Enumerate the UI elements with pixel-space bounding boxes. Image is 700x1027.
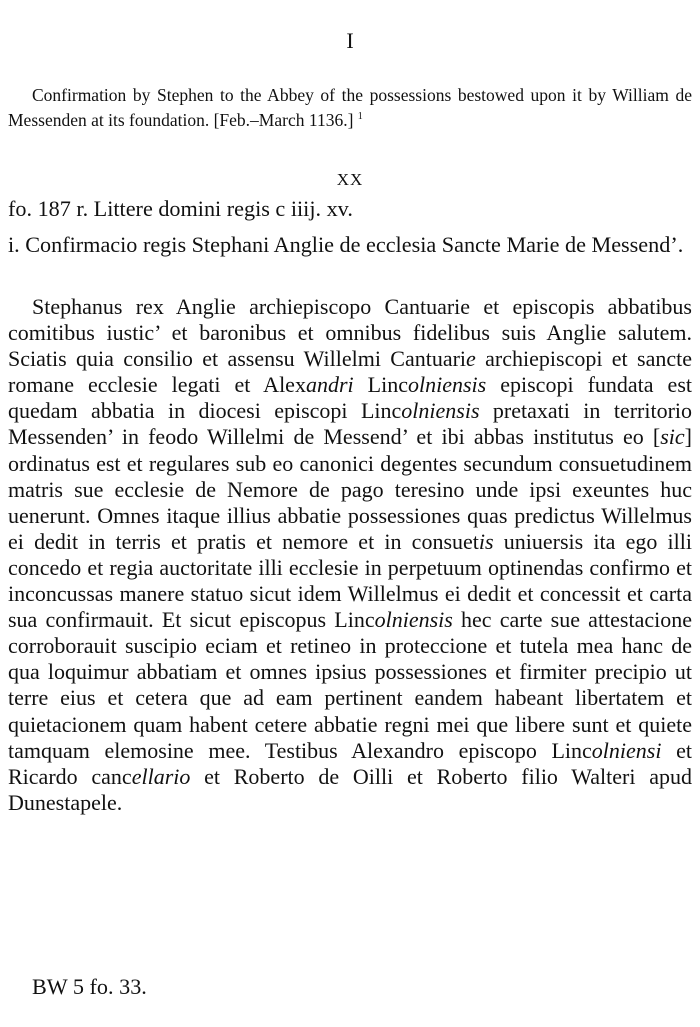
footnote-marker: 1 — [357, 111, 363, 122]
body-italic: olniensis — [374, 607, 453, 633]
charter-heading — [8, 84, 692, 131]
body-segment: uniuersis ita ego illi concedo et regia auctoritate illi ecclesie in perpetuum optinendas confirmo et inconcussas manere statuo sicut idem Willelmus ei dedit et concessit et carta sua confirmauit. Et sicut episcopus Linc — [8, 528, 692, 633]
section-mark: XX — [336, 170, 364, 189]
body-italic: sic — [660, 424, 685, 450]
body-italic: e — [466, 346, 476, 372]
body-italic: olniensis — [401, 398, 480, 424]
body-segment: Linc — [353, 372, 408, 398]
body-italic: andri — [305, 372, 354, 398]
heading-text: Confirmation by Stephen to the Abbey of the possessions bestowed upon it by William de Messenden at its foundation. [Feb.–March 1136.] — [8, 85, 692, 130]
body-segment: hec carte sue attestacione corroborauit suscipio eciam et retineo in proteccione et tutela mea hanc de qua loquimur abbatiam et omnes ipsius possessiones et firmiter precipio ut terre eius et cetera que ad eam pertinent eandem habeant libertatem et quietacionem quam habent cetere abbatie regni mei que libere sunt et quiete tamquam elemosine mee. Testibus Alexandro episcopo Linc — [8, 607, 693, 763]
body-italic: olniensi — [591, 737, 662, 763]
body-segment: et Ricardo canc — [8, 737, 692, 789]
body-segment: ] ordinatus est et regulares sub eo canonici degentes secundum consuetudinem matris sue ecclesie de Nemore de pago teresino unde ipsi exeuntes huc uenerunt. Omnes itaque illius abbatie possessiones quas predictus Willelmus ei dedit in terris et pratis et nemore et in consuet — [8, 424, 692, 554]
charter-number: I — [346, 28, 354, 53]
folio-line: fo. 187 r. Littere domini regis c iiij. xv. — [8, 196, 353, 221]
body-segment: et Roberto de Oilli et Roberto filio Walteri apud Dunestapele. — [8, 763, 693, 815]
item-title: i. Confirmacio regis Stephani Anglie de ecclesia Sancte Marie de Messend’. — [8, 232, 684, 257]
body-segment: pretaxati in territorio Messenden’ in feodo Willelmi de Messend’ et ibi abbas institutus eo [ — [8, 398, 693, 450]
body-segment: archiepiscopi et sancte romane ecclesie legati et Alex — [8, 346, 692, 398]
body-segment: episcopi fundata est quedam abbatia in diocesi episcopi Linc — [8, 372, 692, 424]
body-segment: Stephanus rex Anglie archiepiscopo Cantuarie et episcopis abbatibus comitibus iustic’ et baronibus et omnibus fidelibus suis Anglie salutem. Sciatis quia consilio et assensu Willelmi Cantuari — [8, 294, 692, 372]
body-italic: ellario — [131, 763, 191, 789]
body-italic: olniensis — [407, 372, 487, 398]
source-reference: BW 5 fo. 33. — [32, 974, 147, 999]
body-italic: is — [478, 528, 494, 554]
charter-body — [8, 294, 692, 816]
